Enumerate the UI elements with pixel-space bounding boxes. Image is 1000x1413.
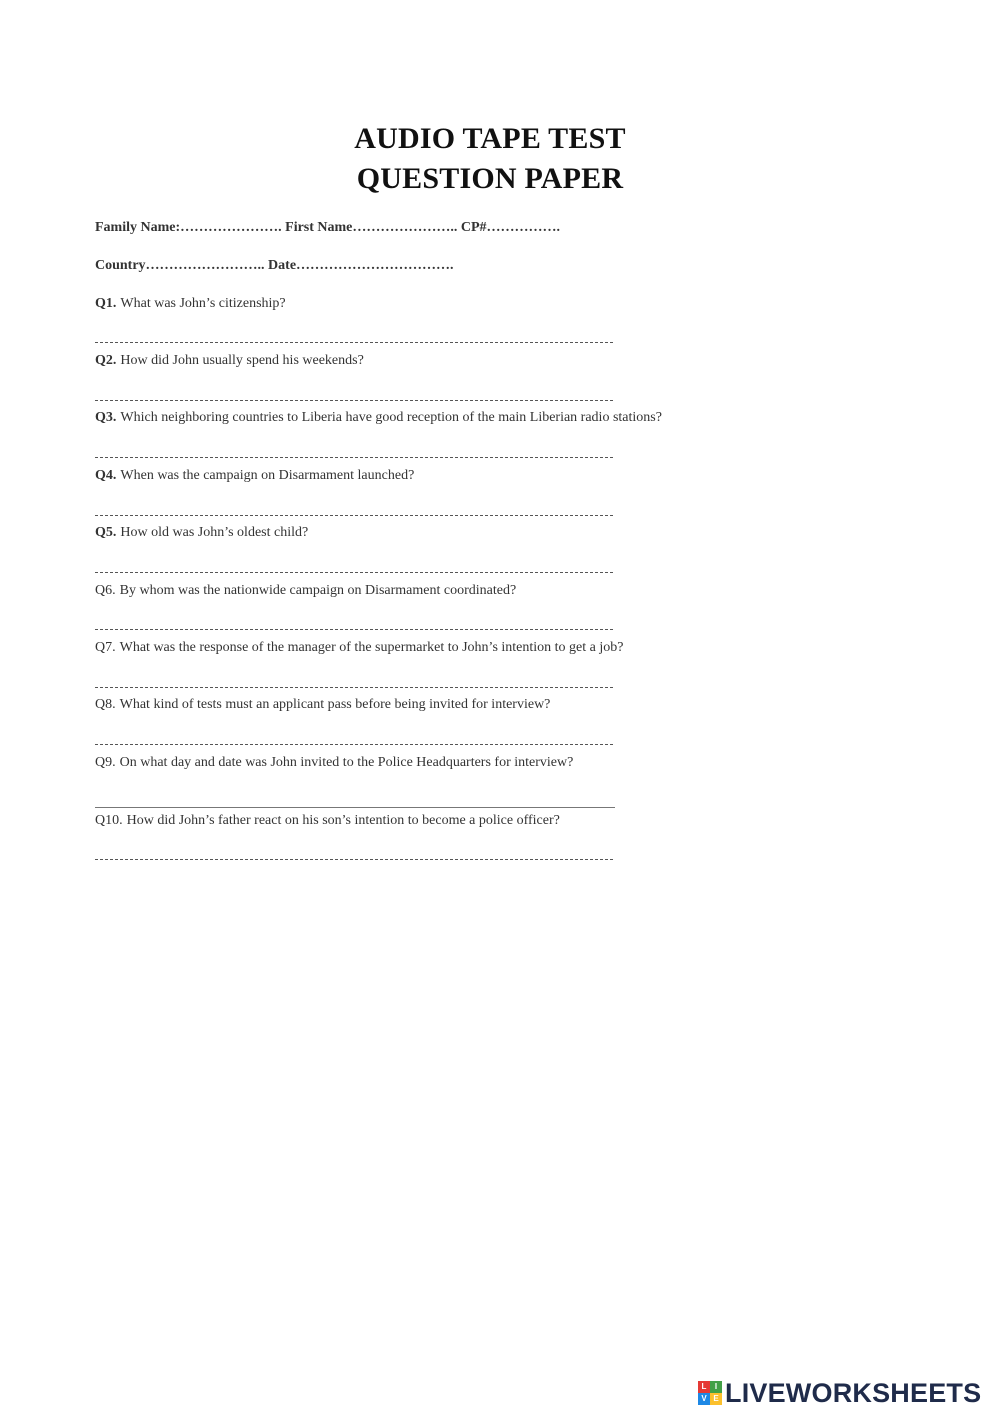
question-text: On what day and date was John invited to the Police Headquarters for interview? [119, 755, 574, 770]
question-text: How did John usually spend his weekends? [120, 353, 364, 368]
question-number: Q5. [95, 525, 117, 540]
answer-line-3[interactable] [95, 457, 613, 458]
question-number: Q10. [95, 813, 123, 828]
question-number: Q7. [95, 640, 116, 655]
question-2 [95, 353, 364, 369]
question-number: Q4. [95, 468, 117, 483]
brand-name: LIVEWORKSHEETS [725, 1377, 982, 1408]
question-number: Q8. [95, 697, 116, 712]
question-text: How did John’s father react on his son’s intention to become a police officer? [126, 813, 560, 828]
liveworksheets-logo-icon [698, 1381, 722, 1405]
question-8 [95, 697, 550, 713]
answer-line-6[interactable] [95, 629, 613, 630]
question-text: When was the campaign on Disarmament launched? [120, 468, 415, 483]
answer-line-9[interactable] [95, 807, 615, 808]
answer-line-4[interactable] [95, 515, 613, 516]
question-text: What was the response of the manager of the supermarket to John’s intention to get a job? [119, 640, 624, 655]
question-4 [95, 468, 414, 484]
question-text: How old was John’s oldest child? [120, 525, 309, 540]
question-text: What was John’s citizenship? [120, 296, 286, 311]
question-7 [95, 640, 623, 656]
answer-line-1[interactable] [95, 342, 613, 343]
question-1 [95, 296, 286, 312]
question-number: Q6. [95, 583, 116, 598]
logo-letter: E [710, 1393, 722, 1405]
answer-line-7[interactable] [95, 687, 613, 688]
student-info-line-2: Country…………………….. Date……………………………. [95, 258, 454, 273]
question-6 [95, 583, 516, 599]
answer-line-2[interactable] [95, 400, 613, 401]
title-line-1: AUDIO TAPE TEST [354, 122, 626, 155]
question-number: Q1. [95, 296, 117, 311]
logo-letter: L [698, 1381, 710, 1393]
question-10 [95, 813, 560, 829]
question-3 [95, 410, 662, 426]
question-5 [95, 525, 308, 541]
question-number: Q3. [95, 410, 117, 425]
question-text: By whom was the nationwide campaign on Disarmament coordinated? [119, 583, 517, 598]
student-info-line-1: Family Name:…………………. First Name………………….. CP#……………. [95, 220, 561, 235]
question-number: Q2. [95, 353, 117, 368]
logo-letter: V [698, 1393, 710, 1405]
question-9 [95, 755, 573, 771]
question-text: Which neighboring countries to Liberia have good reception of the main Liberian radio stations? [120, 410, 662, 425]
title-line-2: QUESTION PAPER [356, 162, 624, 195]
logo-letter: I [710, 1381, 722, 1393]
question-number: Q9. [95, 755, 116, 770]
question-text: What kind of tests must an applicant pass before being invited for interview? [119, 697, 551, 712]
answer-line-5[interactable] [95, 572, 613, 573]
answer-line-8[interactable] [95, 744, 613, 745]
answer-line-10[interactable] [95, 859, 613, 860]
liveworksheets-brand [698, 1378, 981, 1408]
